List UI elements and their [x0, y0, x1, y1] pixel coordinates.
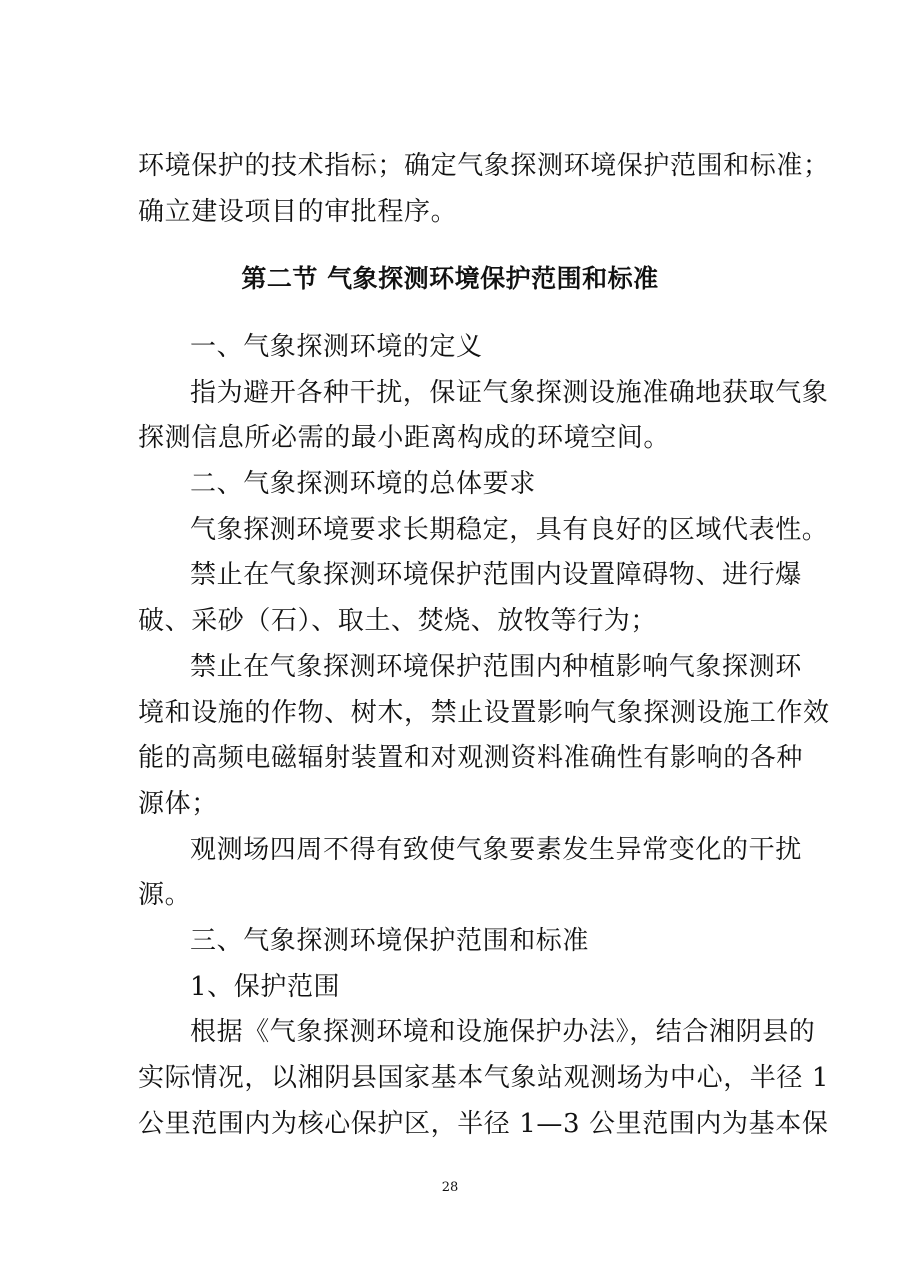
page-number: 28 — [441, 1180, 459, 1195]
part2-para4-line-1: 观测场四周不得有致使气象要素发生异常变化的干扰 — [190, 834, 802, 865]
part2-para3-line-3: 能的高频电磁辐射装置和对观测资料准确性有影响的各种 — [138, 743, 804, 774]
part2-para3-line-1: 禁止在气象探测环境保护范围内种植影响气象探测环 — [190, 651, 802, 682]
part2-para4-line-2: 源。 — [138, 880, 192, 911]
part1-heading: 一、气象探测环境的定义 — [190, 332, 483, 362]
part3-heading: 三、气象探测环境保护范围和标准 — [190, 925, 590, 956]
main-body — [138, 325, 830, 1147]
intro-block — [138, 144, 830, 235]
part2-para1: 气象探测环境要求长期稳定，具有良好的区域代表性。 — [190, 514, 829, 545]
part2-heading: 二、气象探测环境的总体要求 — [190, 469, 536, 500]
intro-line-2: 确立建设项目的审批程序。 — [138, 196, 458, 227]
part3-subheading: 1、保护范围 — [190, 971, 341, 1002]
part2-para3-line-2: 境和设施的作物、树木，禁止设置影响气象探测设施工作效 — [138, 697, 830, 728]
part2-para2-line-2: 破、采砂（石）、取土、焚烧、放牧等行为； — [138, 606, 658, 637]
part1-para-line-1: 指为避开各种干扰，保证气象探测设施准确地获取气象 — [190, 377, 829, 408]
part3-para-line-1: 根据《气象探测环境和设施保护办法》，结合湘阴县的 — [190, 1017, 816, 1048]
intro-line-1: 环境保护的技术指标；确定气象探测环境保护范围和标准； — [138, 151, 830, 181]
part3-para-line-2: 实际情况，以湘阴县国家基本气象站观测场为中心，半径 1 — [138, 1063, 830, 1093]
part1-para-line-2: 探测信息所必需的最小距离构成的环境空间。 — [138, 423, 671, 454]
part2-para2-line-1: 禁止在气象探测环境保护范围内设置障碍物、进行爆 — [190, 560, 802, 591]
part3-para-line-3: 公里范围内为核心保护区，半径 1—3 公里范围内为基本保 — [138, 1108, 829, 1139]
section-title: 第二节 气象探测环境保护范围和标准 — [241, 264, 659, 293]
part2-para3-line-4: 源体； — [138, 788, 218, 819]
